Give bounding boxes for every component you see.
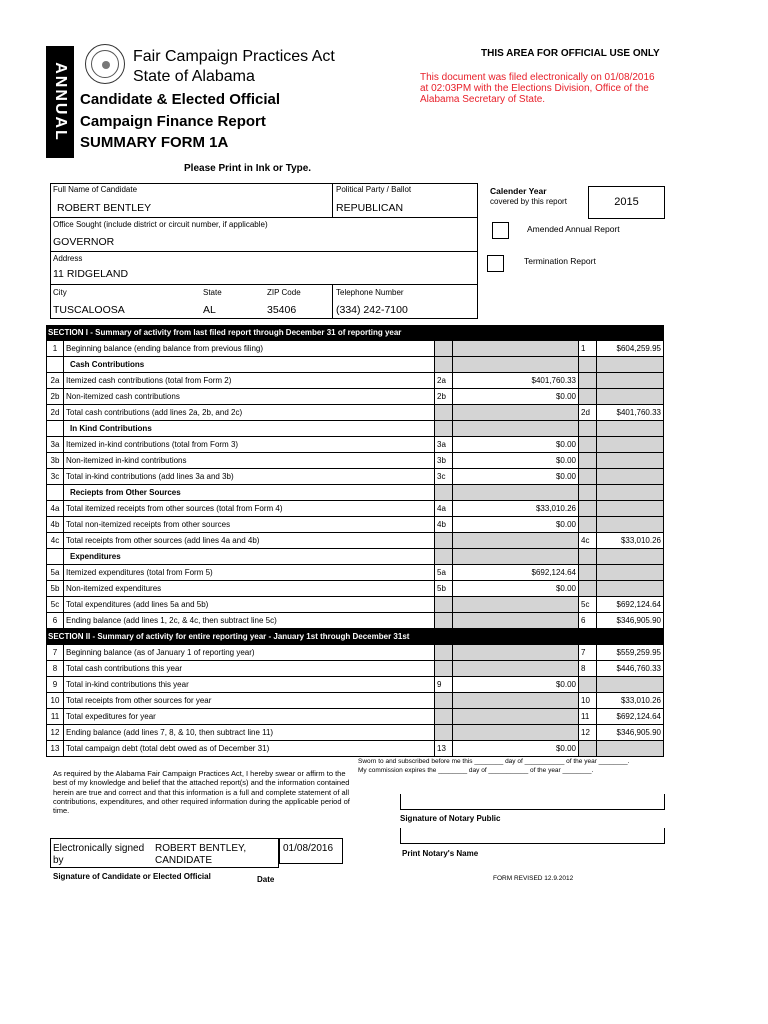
amount-b [597, 437, 664, 452]
annual-tab: ANNUAL [46, 46, 74, 158]
line-ref-a [435, 533, 453, 548]
amount-b [597, 373, 664, 388]
amount-b [597, 517, 664, 532]
line-description: Beginning balance (ending balance from previous filing) [64, 341, 435, 356]
line-ref-b: 1 [579, 341, 597, 356]
line-number: 6 [46, 613, 64, 628]
table-row [46, 597, 664, 613]
termination-checkbox[interactable] [487, 255, 504, 272]
amount-a [453, 485, 579, 500]
notary-name-line[interactable] [400, 828, 665, 844]
amount-a [453, 613, 579, 628]
line-ref-a: 4b [435, 517, 453, 532]
amount-a [453, 645, 579, 660]
city-label: City [53, 288, 67, 297]
state-label: State [203, 288, 222, 297]
amount-a [453, 421, 579, 436]
phone-field[interactable]: (334) 242-7100 [336, 304, 408, 316]
line-description: Total non-itemized receipts from other sources [64, 517, 435, 532]
line-description: Total receipts from other sources for year [64, 693, 435, 708]
line-number [46, 421, 64, 436]
amount-a[interactable]: $0.00 [453, 469, 579, 484]
notary-signature-label: Signature of Notary Public [400, 814, 501, 823]
summary-table [46, 325, 664, 757]
act-title: Fair Campaign Practices Act [133, 48, 335, 65]
line-ref-b [579, 437, 597, 452]
line-number: 2b [46, 389, 64, 404]
line-ref-b [579, 357, 597, 372]
amount-b [597, 741, 664, 756]
amount-a[interactable]: $0.00 [453, 581, 579, 596]
amount-a [453, 661, 579, 676]
line-ref-a [435, 661, 453, 676]
amount-a [453, 725, 579, 740]
table-row [46, 645, 664, 661]
amount-a[interactable]: $0.00 [453, 677, 579, 692]
amount-a [453, 341, 579, 356]
line-description: Non-itemized cash contributions [64, 389, 435, 404]
official-use-heading: THIS AREA FOR OFFICIAL USE ONLY [481, 48, 660, 59]
line-ref-b: 6 [579, 613, 597, 628]
line-ref-b: 8 [579, 661, 597, 676]
table-row [46, 357, 664, 373]
line-ref-b [579, 389, 597, 404]
filed-notice: This document was filed electronically on 01/08/2016 at 02:03PM with the Elections Division, Office of the Alabama Secretary of State. [420, 72, 655, 105]
sworn-line-1: Sworn to and subscribed before me this ________ day of ___________ of the year ________. [358, 758, 630, 765]
amount-a [453, 597, 579, 612]
amount-b[interactable]: $346,905.90 [597, 725, 664, 740]
line-ref-a: 3b [435, 453, 453, 468]
line-description: Total expeditures for year [64, 709, 435, 724]
amount-a[interactable]: $0.00 [453, 389, 579, 404]
line-ref-a: 3c [435, 469, 453, 484]
line-description: Total receipts from other sources (add lines 4a and 4b) [64, 533, 435, 548]
table-row [46, 421, 664, 437]
line-description: Itemized expenditures (total from Form 5) [64, 565, 435, 580]
amount-a[interactable]: $692,124.64 [453, 565, 579, 580]
amount-a [453, 709, 579, 724]
line-number: 4b [46, 517, 64, 532]
line-ref-b [579, 421, 597, 436]
section-1-heading: SECTION I - Summary of activity from last filed report through December 31 of reporting year [46, 325, 664, 341]
amount-a[interactable]: $0.00 [453, 741, 579, 756]
phone-label: Telephone Number [336, 288, 404, 297]
line-ref-b: 5c [579, 597, 597, 612]
amount-b [597, 501, 664, 516]
amount-b[interactable]: $692,124.64 [597, 709, 664, 724]
amount-a [453, 533, 579, 548]
amount-a[interactable]: $0.00 [453, 453, 579, 468]
amount-b [597, 357, 664, 372]
line-description: Beginning balance (as of January 1 of reporting year) [64, 645, 435, 660]
line-ref-a [435, 725, 453, 740]
table-row [46, 565, 664, 581]
line-description: Total itemized receipts from other sources (total from Form 4) [64, 501, 435, 516]
line-ref-a [435, 549, 453, 564]
signature-label: Signature of Candidate or Elected Official [53, 872, 211, 881]
line-ref-a [435, 613, 453, 628]
party-field[interactable]: REPUBLICAN [336, 202, 404, 214]
line-ref-b [579, 501, 597, 516]
line-number: 5c [46, 597, 64, 612]
line-ref-b [579, 517, 597, 532]
line-number: 5b [46, 581, 64, 596]
amended-checkbox[interactable] [492, 222, 509, 239]
address-label: Address [53, 254, 83, 263]
line-description: Total expenditures (add lines 5a and 5b) [64, 597, 435, 612]
amount-b[interactable]: $33,010.26 [597, 693, 664, 708]
line-ref-b: 2d [579, 405, 597, 420]
table-row [46, 469, 664, 485]
table-row [46, 613, 664, 629]
line-ref-a: 13 [435, 741, 453, 756]
city-field[interactable]: TUSCALOOSA [53, 304, 125, 316]
table-row [46, 709, 664, 725]
state-title: State of Alabama [133, 68, 255, 85]
table-row [46, 501, 664, 517]
calendar-year-label: Calender Year [490, 186, 547, 196]
section-2-rows [46, 645, 664, 757]
line-ref-a [435, 693, 453, 708]
table-row [46, 549, 664, 565]
line-number: 13 [46, 741, 64, 756]
table-row [46, 725, 664, 741]
amount-a[interactable]: $0.00 [453, 517, 579, 532]
line-description: In Kind Contributions [64, 421, 435, 436]
amount-b[interactable]: $33,010.26 [597, 533, 664, 548]
line-number: 5a [46, 565, 64, 580]
line-ref-b [579, 565, 597, 580]
zip-field[interactable]: 35406 [267, 304, 297, 316]
print-instruction: Please Print in Ink or Type. [184, 163, 312, 174]
date-field[interactable]: 01/08/2016 [279, 838, 343, 864]
line-number: 3b [46, 453, 64, 468]
termination-label: Termination Report [524, 256, 596, 266]
line-ref-b: 4c [579, 533, 597, 548]
line-number: 10 [46, 693, 64, 708]
section-2-heading: SECTION II - Summary of activity for entire reporting year - January 1st through December 31st [46, 629, 664, 645]
line-ref-b [579, 485, 597, 500]
line-number: 11 [46, 709, 64, 724]
year-field[interactable]: 2015 [588, 186, 665, 219]
line-description: Reciepts from Other Sources [64, 485, 435, 500]
line-number: 2a [46, 373, 64, 388]
covered-label: covered by this report [490, 197, 567, 206]
form-revised: FORM REVISED 12.9.2012 [493, 875, 574, 882]
line-number [46, 357, 64, 372]
line-description: Expenditures [64, 549, 435, 564]
line-number [46, 549, 64, 564]
line-description: Ending balance (add lines 7, 8, & 10, then subtract line 11) [64, 725, 435, 740]
line-number: 8 [46, 661, 64, 676]
line-ref-b [579, 469, 597, 484]
line-ref-b [579, 549, 597, 564]
line-number [46, 485, 64, 500]
amount-a [453, 693, 579, 708]
table-row [46, 485, 664, 501]
table-row [46, 341, 664, 357]
line-ref-a: 2b [435, 389, 453, 404]
candidate-title: Candidate & Elected Official [80, 91, 281, 108]
amount-b[interactable]: $692,124.64 [597, 597, 664, 612]
line-ref-a: 4a [435, 501, 453, 516]
line-ref-a: 3a [435, 437, 453, 452]
line-number: 4a [46, 501, 64, 516]
report-title: Campaign Finance Report [80, 113, 266, 130]
line-description: Total cash contributions this year [64, 661, 435, 676]
alabama-seal-icon [85, 44, 125, 84]
line-description: Ending balance (add lines 1, 2c, & 4c, then subtract line 5c) [64, 613, 435, 628]
amount-b[interactable]: $559,259.95 [597, 645, 664, 660]
amount-b [597, 469, 664, 484]
amount-a [453, 405, 579, 420]
line-description: Cash Contributions [64, 357, 435, 372]
line-number: 9 [46, 677, 64, 692]
form-title: SUMMARY FORM 1A [80, 134, 229, 151]
table-row [46, 661, 664, 677]
amount-b [597, 565, 664, 580]
line-description: Non-itemized in-kind contributions [64, 453, 435, 468]
line-description: Itemized in-kind contributions (total from Form 3) [64, 437, 435, 452]
esign-name: ROBERT BENTLEY, CANDIDATE [155, 843, 247, 866]
table-row [46, 581, 664, 597]
notary-signature-line[interactable] [400, 794, 665, 810]
amount-b [597, 389, 664, 404]
zip-label: ZIP Code [267, 288, 301, 297]
amount-b [597, 581, 664, 596]
table-row [46, 533, 664, 549]
line-ref-a: 2a [435, 373, 453, 388]
full-name-label: Full Name of Candidate [53, 185, 138, 194]
table-row [46, 389, 664, 405]
line-ref-a [435, 597, 453, 612]
amount-a [453, 357, 579, 372]
line-number: 1 [46, 341, 64, 356]
line-number: 3c [46, 469, 64, 484]
line-ref-a: 5a [435, 565, 453, 580]
amount-b[interactable]: $604,259.95 [597, 341, 664, 356]
date-label: Date [257, 875, 275, 884]
table-row [46, 437, 664, 453]
line-ref-b: 12 [579, 725, 597, 740]
line-ref-b [579, 741, 597, 756]
line-ref-a: 5b [435, 581, 453, 596]
line-ref-b [579, 373, 597, 388]
line-ref-a [435, 357, 453, 372]
line-number: 3a [46, 437, 64, 452]
line-ref-a: 9 [435, 677, 453, 692]
table-row [46, 677, 664, 693]
esign-label: Electronically signed by [53, 843, 145, 866]
line-ref-a [435, 341, 453, 356]
amount-a[interactable]: $0.00 [453, 437, 579, 452]
office-field[interactable]: GOVERNOR [53, 236, 115, 248]
address-field[interactable]: 11 RIDGELAND [53, 268, 129, 280]
table-row [46, 741, 664, 757]
affirmation-text: As required by the Alabama Fair Campaign Practices Act, I hereby swear or affirm to the best of my knowledge and belief that the attached report(s) and the information contained herein are true and correct and that this information is a full and complete statement of all contributions, expenditures, and other required information during the applicable period of time. [53, 769, 350, 816]
line-ref-a [435, 485, 453, 500]
amount-a [453, 549, 579, 564]
state-field[interactable]: AL [203, 304, 216, 316]
line-description: Total in-kind contributions (add lines 3a and 3b) [64, 469, 435, 484]
table-row [46, 453, 664, 469]
table-row [46, 405, 664, 421]
amended-label: Amended Annual Report [527, 224, 620, 234]
line-ref-b: 11 [579, 709, 597, 724]
amount-b [597, 485, 664, 500]
line-ref-a [435, 645, 453, 660]
sworn-line-2: My commission expires the ________ day of ___________ of the year ________. [358, 767, 594, 774]
full-name-field[interactable]: ROBERT BENTLEY [57, 202, 152, 214]
amount-b[interactable]: $346,905.90 [597, 613, 664, 628]
line-ref-a [435, 709, 453, 724]
party-label: Political Party / Ballot [336, 185, 412, 194]
line-ref-b: 10 [579, 693, 597, 708]
amount-b [597, 549, 664, 564]
line-number: 2d [46, 405, 64, 420]
line-ref-a [435, 405, 453, 420]
line-ref-b [579, 453, 597, 468]
line-description: Itemized cash contributions (total from Form 2) [64, 373, 435, 388]
amount-b[interactable]: $401,760.33 [597, 405, 664, 420]
line-number: 7 [46, 645, 64, 660]
line-description: Total cash contributions (add lines 2a, 2b, and 2c) [64, 405, 435, 420]
section-1-rows [46, 341, 664, 629]
line-number: 12 [46, 725, 64, 740]
amount-b[interactable]: $446,760.33 [597, 661, 664, 676]
notary-name-label: Print Notary's Name [402, 849, 479, 858]
line-ref-a [435, 421, 453, 436]
line-description: Non-itemized expenditures [64, 581, 435, 596]
table-row [46, 373, 664, 389]
amount-a[interactable]: $401,760.33 [453, 373, 579, 388]
amount-a[interactable]: $33,010.26 [453, 501, 579, 516]
line-ref-b: 7 [579, 645, 597, 660]
amount-b [597, 453, 664, 468]
line-description: Total campaign debt (total debt owed as of December 31) [64, 741, 435, 756]
amount-b [597, 677, 664, 692]
line-ref-b [579, 581, 597, 596]
table-row [46, 693, 664, 709]
amount-b [597, 421, 664, 436]
table-row [46, 517, 664, 533]
line-description: Total in-kind contributions this year [64, 677, 435, 692]
office-label: Office Sought (include district or circuit number, if applicable) [53, 220, 268, 229]
line-ref-b [579, 677, 597, 692]
line-number: 4c [46, 533, 64, 548]
